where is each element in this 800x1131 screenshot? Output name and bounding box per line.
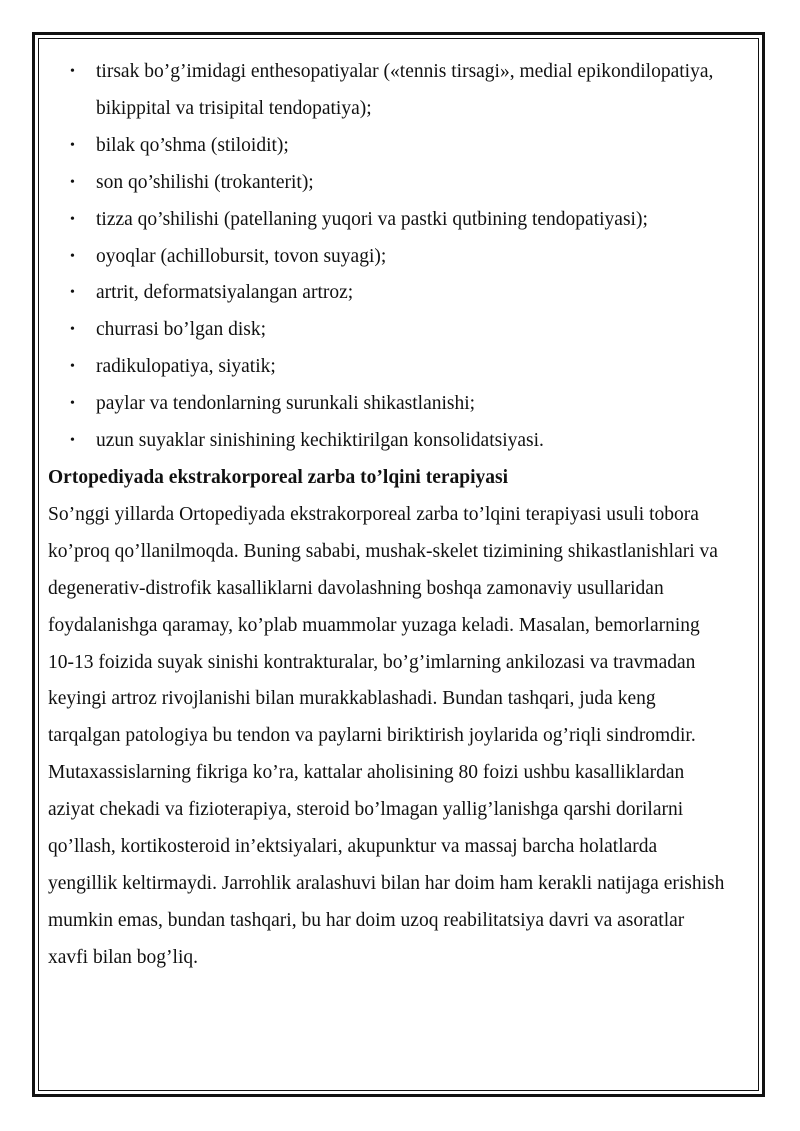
document-body — [48, 54, 728, 977]
bullet-icon: • — [70, 174, 75, 190]
list-item-text: artrit, deformatsiyalangan artroz; — [96, 282, 354, 304]
list-item-text: son qo’shilishi (trokanterit); — [96, 171, 314, 193]
bullet-icon: • — [70, 359, 75, 375]
list-item-text: paylar va tendonlarning surunkali shikastlanishi; — [96, 393, 476, 415]
bullet-icon: • — [70, 248, 75, 264]
list-item-text: oyoqlar (achillobursit, tovon suyagi); — [96, 245, 387, 267]
list-item — [48, 54, 728, 128]
list-item-text: tizza qo’shilishi (patellaning yuqori va pastki qutbining tendopatiyasi); — [96, 208, 648, 230]
list-item-text: uzun suyaklar sinishining kechiktirilgan konsolidatsiyasi. — [96, 430, 544, 452]
bullet-icon: • — [70, 396, 75, 412]
list-item — [48, 239, 728, 276]
list-item — [48, 165, 728, 202]
list-item — [48, 202, 728, 239]
list-item-text: churrasi bo’lgan disk; — [96, 319, 267, 341]
list-item — [48, 128, 728, 165]
bullet-icon: • — [70, 285, 75, 301]
list-item-text: tirsak bo’g’imidagi enthesopatiyalar («tennis tirsagi», medial epikondilopatiya, bikippital va trisipital tendopatiya); — [96, 61, 714, 119]
list-item-text: radikulopatiya, siyatik; — [96, 356, 276, 378]
list-item — [48, 423, 728, 460]
list-item — [48, 349, 728, 386]
list-item — [48, 386, 728, 423]
bullet-icon: • — [70, 211, 75, 227]
bullet-icon: • — [70, 137, 75, 153]
indication-list — [48, 54, 728, 460]
body-paragraph: So’nggi yillarda Ortopediyada ekstrakorporeal zarba to’lqini terapiyasi usuli tobora ko’proq qo’llanilmoqda. Buning sababi, mushak-skelet tizimining shikastlanishlari va degenerativ-distrofik kasalliklarni davolashning boshqa zamonaviy usullaridan foydalanishga qaramay, ko’plab muammolar yuzaga keladi. Masalan, bemorlarning 10-13 foizida suyak sinishi kontrakturalar, bo’g’imlarning ankilozasi va travmadan keyingi artroz rivojlanishi bilan murakkablashadi. Bundan tashqari, juda keng tarqalgan patologiya bu tendon va paylarni biriktirish joylarida og’riqli sindromdir. Mutaxassislarning fikriga ko’ra, kattalar aholisining 80 foizi ushbu kasalliklardan aziyat chekadi va fizioterapiya, steroid bo’lmagan yallig’lanishga qarshi dorilarni qo’llash, kortikosteroid in’ektsiyalari, akupunktur va massaj barcha holatlarda yengillik keltirmaydi. Jarrohlik aralashuvi bilan har doim ham kerakli natijaga erishish mumkin emas, bundan tashqari, bu har doim uzoq reabilitatsiya davri va asoratlar xavfi bilan bog’liq. — [48, 503, 725, 968]
bullet-icon: • — [70, 322, 75, 338]
bullet-icon: • — [70, 64, 75, 79]
list-item-text: bilak qo’shma (stiloidit); — [96, 134, 289, 156]
bullet-icon: • — [70, 433, 75, 449]
list-item — [48, 275, 728, 312]
list-item — [48, 312, 728, 349]
section-heading: Ortopediyada ekstrakorporeal zarba to’lqini terapiyasi — [48, 466, 509, 488]
